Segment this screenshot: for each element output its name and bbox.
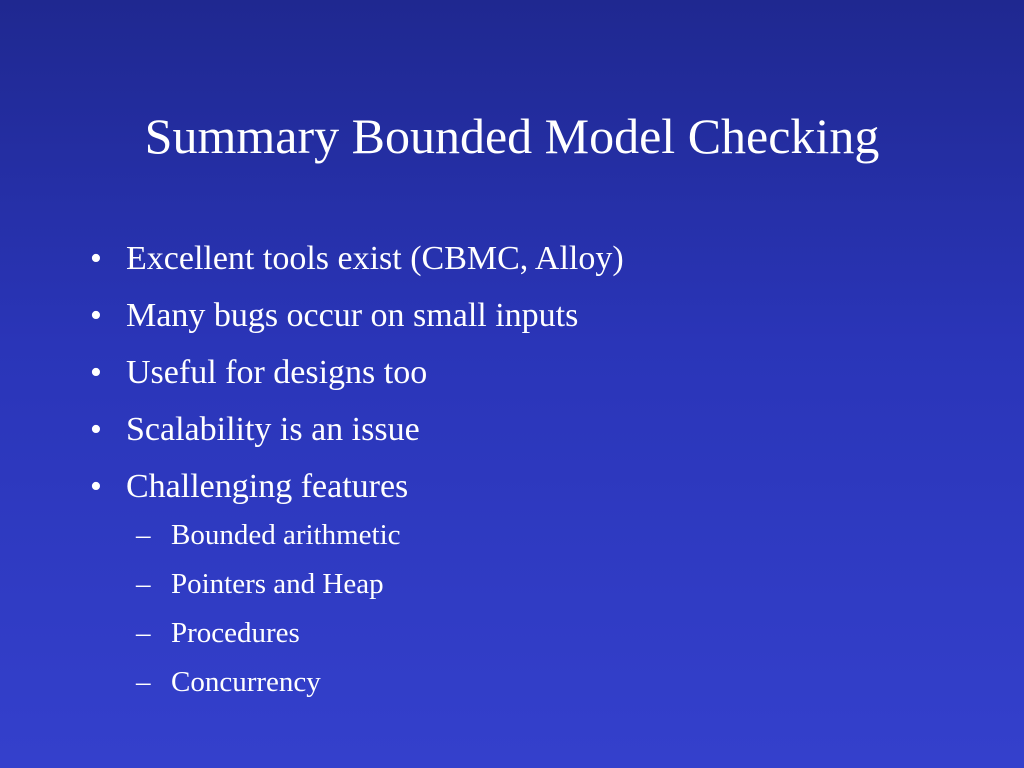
sub-bullet-item (136, 511, 401, 560)
sub-bullet-item (136, 560, 401, 609)
bullet-marker: • (90, 468, 102, 505)
bullet-item (82, 344, 624, 401)
bullet-marker: • (90, 411, 102, 448)
sub-bullet-text: Bounded arithmetic (171, 519, 401, 551)
bullet-text: Scalability is an issue (126, 411, 420, 448)
sub-bullet-text: Pointers and Heap (171, 568, 384, 600)
dash-marker: – (136, 617, 151, 649)
dash-marker: – (136, 666, 151, 698)
dash-marker: – (136, 568, 151, 600)
sub-bullet-text: Procedures (171, 617, 300, 649)
dash-marker: – (136, 519, 151, 551)
bullet-list (82, 230, 624, 515)
bullet-item (82, 230, 624, 287)
slide-title: Summary Bounded Model Checking (144, 108, 880, 164)
sub-bullet-text: Concurrency (171, 666, 321, 698)
sub-bullet-item (136, 609, 401, 658)
bullet-text: Many bugs occur on small inputs (126, 297, 579, 334)
bullet-text: Useful for designs too (126, 354, 428, 391)
bullet-item (82, 458, 624, 515)
bullet-marker: • (90, 354, 102, 391)
bullet-text: Excellent tools exist (CBMC, Alloy) (126, 240, 624, 277)
bullet-marker: • (90, 240, 102, 277)
bullet-item (82, 287, 624, 344)
sub-bullet-item (136, 658, 401, 707)
bullet-text: Challenging features (126, 468, 409, 505)
sub-bullet-list (136, 511, 401, 707)
bullet-item (82, 401, 624, 458)
bullet-marker: • (90, 297, 102, 334)
